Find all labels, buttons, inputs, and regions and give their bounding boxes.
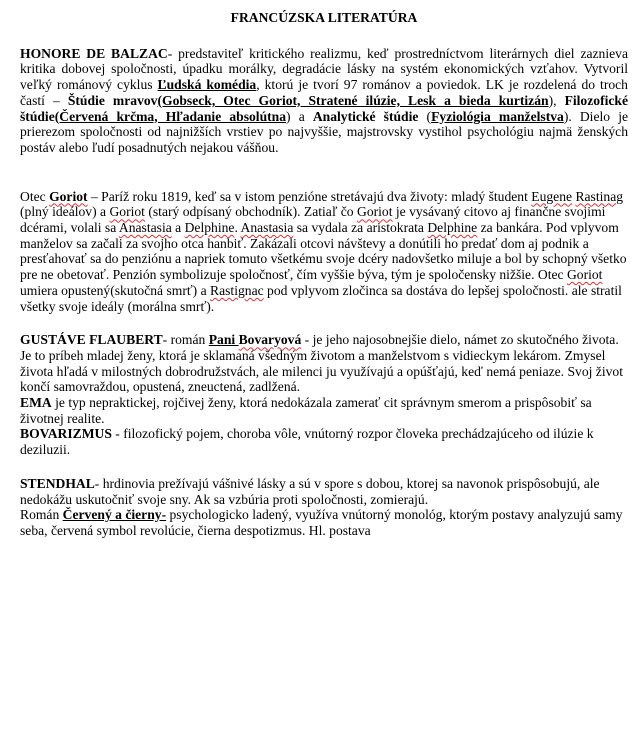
delphine-name: Delphine [184, 220, 235, 236]
bovarizmus-text: - filozofický pojem, choroba vôle, vnútorný rozpor človeka prechádzajúceho od ilúzie k deziluzii. [20, 426, 594, 458]
studies-mores-label: Štúdie mravov [67, 92, 158, 108]
goriot-text: umiera opustený(skutočná smrť) a [20, 282, 211, 298]
philosophical-studies-label: Filozofické štúdie [20, 92, 628, 124]
balzac-text-1: - predstaviteľ kritického realizmu, keď prostredníctvom literárnych diel zaznieva kritika dobovej spoločnosti, úpadku morálky, degradácie lásky na systém ekonomických vzťahov. Vytvoril veľký románový cyklus [20, 45, 628, 93]
stendhal-paragraph [20, 476, 628, 507]
ema-text: je typ nepraktickej, rojčivej ženy, ktorá nedokázala zamerať cit správnym smerom a prispôsobiť sa životnej realite. [20, 395, 592, 426]
goriot-text: Otec [20, 188, 50, 204]
delphine-name: Delphine [427, 220, 478, 236]
stendhal-text: psychologicko ladený, využíva vnútorný monológ, ktorým postavy analyzujú samy seba, červená symbol revolúcie, čierna despotizmus. Hl. postava [20, 507, 623, 538]
analytical-studies-label: Analytické štúdie [312, 108, 419, 124]
goriot-text: a [171, 220, 185, 236]
philosophical-works: (Červená krčma, Hľadanie absolútna [54, 108, 287, 124]
eugene-name: Eugene [531, 188, 573, 204]
ema-paragraph [20, 395, 628, 426]
page-title: FRANCÚZSKA LITERATÚRA [230, 10, 418, 25]
goriot-name: Goriot [566, 267, 603, 283]
goriot-text: (plný ideálov) a [20, 204, 110, 220]
rastignac-name: Rastignac [210, 282, 264, 298]
analytical-works: Fyziológia manželstva [431, 108, 564, 124]
goriot-name: Goriot [109, 204, 145, 220]
goriot-text: je vysávaný citovo aj finančne svojimi dcérami, volali sa [20, 204, 606, 236]
goriot-paragraph [20, 189, 628, 315]
goriot-text: sa vydala za aristokrata [293, 220, 428, 236]
anastasia-name: Anastasia [118, 220, 172, 236]
balzac-paragraph [20, 46, 628, 156]
author-name-flaubert: GUSTÁVE FLAUBERT [20, 332, 163, 348]
goriot-name: Goriot [49, 188, 88, 204]
goriot-name: Goriot [357, 204, 393, 220]
cycle-title: Ľudská komédia [157, 77, 257, 93]
bovarizmus-label: BOVARIZMUS [20, 426, 112, 442]
flaubert-text: - je jeho najosobnejšie dielo, námet zo skutočného života. Je to príbeh mladej ženy, ktorá je sklamaná všedným životom a manželstvom s vidieckym lekárom. Zmysel života hľadá v milostných dobrodružstvách, ale milenci ju využívajú a opúšťajú, keď nemá peniaze. Svoj život končí samovraždou, opustená, zneuctená, zadlžená. [20, 332, 623, 395]
stendhal-text: - hrdinovia prežívajú vášnivé lásky a sú v spore s dobou, ktorej sa navonok prispôsobujú, ale nedokážu uskutočniť svoje sny. Ak sa vzbúria proti spoločnosti, zomierajú. [20, 475, 600, 507]
balzac-text-4: ) a [286, 108, 313, 124]
stendhal-text: Román [20, 507, 63, 523]
flaubert-text: - román [162, 332, 209, 348]
goriot-text: za bankára. Pod vplyvom manželov sa začali za svojho otca hanbiť. Zakázali otcovi návštevy a donútili ho predať dom aj podnik a presťahovať sa do penziónu a napriek tomuto všetkému svoje dcéry nadovšetko miluje a bol by schopný všetko pre ne obetovať. Penzión symbolizuje spoločnosť, čím vyššie býva, tým je spoločensky nižšie. Otec [20, 220, 627, 283]
flaubert-paragraph [20, 332, 628, 395]
goriot-text: . [234, 220, 241, 236]
author-name-stendhal: STENDHAL [20, 475, 95, 491]
bovarizmus-paragraph [20, 426, 628, 457]
goriot-text: (starý odpísaný obchodník). Zatiaľ čo [144, 204, 357, 220]
author-name-balzac: HONORE DE BALZAC [20, 45, 168, 61]
document-page [20, 10, 628, 539]
goriot-text: – Paríž roku 1819, keď sa v istom penzióne stretávajú dva životy: mladý študent [87, 188, 532, 204]
anastasia-name: Anastasia [240, 220, 294, 236]
novel-title-cerveny-a-cierny: Červený a čierny- [62, 507, 167, 523]
balzac-text-3: ), [548, 92, 565, 108]
balzac-text-5: ( [418, 108, 432, 124]
novel-title-pani: Pani [208, 332, 239, 348]
novel-title-bovaryova: Bovaryová [238, 332, 302, 348]
ema-label: EMA [20, 395, 52, 411]
goriot-text: pod vplyvom zločinca sa dostáva do lepšej spoločnosti. ale stratil všetky svoje ideály (morálna smrť). [20, 282, 622, 314]
rastinag-name: Rastinag [575, 188, 624, 204]
stendhal-novel-paragraph [20, 507, 628, 538]
balzac-text-2: , ktorú je tvorí 97 románov a poviedok. LK je rozdelená do troch častí – [20, 77, 628, 108]
balzac-text-6: ). Dielo je prierezom spoločnosti od najnižších vrstiev po najvyššie, majstrovsky vystihol psychológiu najmä ženských postáv alebo ľudí posadnutých nejakou vášňou. [20, 108, 629, 155]
studies-mores-works: (Gobseck, Otec Goriot, Stratené ilúzie, Lesk a bieda kurtizán [157, 92, 549, 108]
